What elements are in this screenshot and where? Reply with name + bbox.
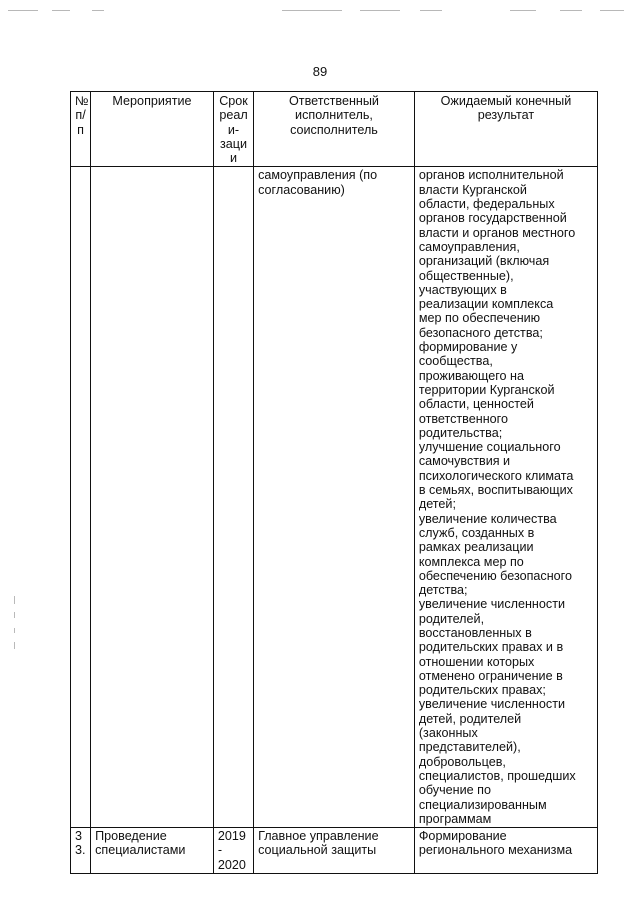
header-executor: Ответственный исполнитель, соисполнитель (254, 92, 415, 167)
cell-term (213, 167, 253, 828)
cell-term: 2019- 2020 (213, 828, 253, 874)
cell-executor: Главное управление социальной защиты (254, 828, 415, 874)
header-number: № п/п (71, 92, 91, 167)
header-measure: Мероприятие (91, 92, 214, 167)
header-result: Ожидаемый конечный результат (414, 92, 597, 167)
scan-artifact-top (0, 0, 640, 20)
table-row (71, 828, 598, 874)
table-row (71, 167, 598, 828)
measures-table (70, 91, 598, 874)
cell-number: 33. (71, 828, 91, 874)
cell-result: Формирование регионального механизма (414, 828, 597, 874)
cell-measure: Проведение специалистами (91, 828, 214, 874)
cell-number (71, 167, 91, 828)
cell-executor: самоуправления (по согласованию) (254, 167, 415, 828)
cell-result: органов исполнительной власти Курганской области, федеральных органов государственной власти и органов местного самоуправления, организаций (включая общественные), участвующих в реализации комплекса мер по обеспечению безопасного детства; формирование у сообщества, проживающего на территории Курганской области, ценностей ответственного родительства; улучшение социального самочувствия и психологического климата в семьях, воспитывающих детей; увеличение количества служб, созданных в рамках реализации комплекса мер по обеспечению безопасного детства; увеличение численности родителей, восстановленных в родительских правах и в отношении которых отменено ограничение в родительских правах; увеличение численности детей, родителей (законных представителей), добровольцев, специалистов, прошедших обучение по специализированным программам (414, 167, 597, 828)
header-term: Срок реали- зации (213, 92, 253, 167)
cell-measure (91, 167, 214, 828)
table-header-row (71, 92, 598, 167)
page-number: 89 (312, 64, 328, 79)
